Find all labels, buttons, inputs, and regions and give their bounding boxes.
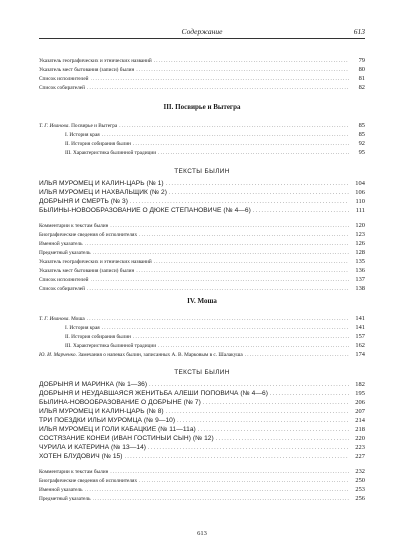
toc-entry[interactable]: II. История собирания былин . . . 92 [65, 140, 365, 147]
toc-entry-bylina[interactable]: БЫЛИНЫ-НОВООБРАЗОВАНИЕ О ДЮКЕ СТЕПАНОВИЧЕ (№ 4—6) . . . 111 [39, 207, 365, 215]
toc-entry[interactable]: Список исполнителей . . . 137 [39, 276, 365, 283]
toc-entry-bylina[interactable]: ЧУРИЛА И КАТЕРИНА (№ 13—14) . . . 223 [39, 444, 365, 452]
footer-page-number: 613 [197, 530, 207, 537]
toc-entry-bylina[interactable]: ДОБРЫНЯ И МАРИНКА (№ 1—36) . . . 182 [39, 381, 365, 389]
section-heading: IV. Моша [187, 297, 217, 305]
toc-entry[interactable]: Именной указатель . . . 126 [39, 240, 365, 247]
entry-author: Ю. И. Марченко. [39, 352, 77, 358]
toc-entry[interactable]: Список исполнителей . . . 81 [39, 75, 365, 82]
toc-entry[interactable]: Список собирателей . . . 82 [39, 84, 365, 91]
toc-entry-bylina[interactable]: ИЛЬЯ МУРОМЕЦ И ГОЛИ КАБАЦКИЕ (№ 11—11а) . . . 218 [39, 426, 365, 434]
toc-entry[interactable]: II. История собирания былин . . . 157 [65, 333, 365, 340]
toc-entry[interactable]: III. Характеристика былинной традиции . . . 162 [65, 342, 365, 349]
texts-heading: ТЕКСТЫ БЫЛИН [174, 369, 230, 376]
toc-entry[interactable]: Т. Г. Иванова. Посвирье и Вытегра . . . 85 [39, 122, 365, 129]
toc-entry[interactable]: Комментарии к текстам былин . . . 232 [39, 468, 365, 475]
toc-entry[interactable]: III. Характеристика былинной традиции . . . 95 [65, 149, 365, 156]
toc-entry[interactable]: Т. Г. Иванова. Моша . . . 141 [39, 315, 365, 322]
toc-entry[interactable]: Указатель географических и этнических названий . . . 135 [39, 258, 365, 265]
toc-entry-bylina[interactable]: ДОБРЫНЯ И СМЕРТЬ (№ 3) . . . 110 [39, 198, 365, 206]
toc-entry[interactable]: Комментарии к текстам былин . . . 120 [39, 222, 365, 229]
running-header-page-number: 613 [353, 27, 365, 36]
toc-entry[interactable]: Список собирателей . . . 138 [39, 285, 365, 292]
toc-entry-bylina[interactable]: ИЛЬЯ МУРОМЕЦ И КАЛИН-ЦАРЬ (№ 8) . . . 207 [39, 408, 365, 416]
entry-author: Т. Г. Иванова. [39, 123, 70, 129]
toc-entry-bylina[interactable]: ТРИ ПОЕЗДКИ ИЛЬИ МУРОМЦА (№ 9—10) . . . 214 [39, 417, 365, 425]
toc-entry[interactable]: Ю. И. Марченко. Замечания о напевах былин, записанных А. В. Марковым в с. Шалакуша . . . 174 [39, 351, 365, 358]
toc-entry[interactable]: Именной указатель . . . 253 [39, 486, 365, 493]
toc-entry-bylina[interactable]: ХОТЕН БЛУДОВИЧ (№ 15) . . . 227 [39, 453, 365, 461]
toc-entry[interactable]: I. История края . . . 85 [65, 131, 365, 138]
header-rule [39, 38, 365, 39]
toc-entry[interactable]: Предметный указатель . . . 128 [39, 249, 365, 256]
toc-entry[interactable]: Указатель мест бытования (записи) былин . . . 80 [39, 66, 365, 73]
toc-entry-bylina[interactable]: ДОБРЫНЯ И НЕУДАВШАЯСЯ ЖЕНИТЬБА АЛЕШИ ПОПОВИЧА (№ 4—6) . . . 195 [39, 390, 365, 398]
toc-entry[interactable]: Биографические сведения об исполнителях . . . 250 [39, 477, 365, 484]
toc-entry-bylina[interactable]: ИЛЬЯ МУРОМЕЦ И НАХВАЛЬЩИК (№ 2) . . . 106 [39, 189, 365, 197]
toc-entry[interactable]: I. История края . . . 141 [65, 324, 365, 331]
toc-entry[interactable]: Биографические сведения об исполнителях . . . 123 [39, 231, 365, 238]
toc-entry[interactable]: Указатель географических и этнических названий . . . 79 [39, 57, 365, 64]
section-heading: III. Посвирье и Вытегра [163, 103, 241, 111]
toc-entry[interactable]: Предметный указатель . . . 256 [39, 495, 365, 502]
toc-entry-bylina[interactable]: СОСТЯЗАНИЕ КОНЕЙ (ИВАН ГОСТИНЫЙ СЫН) (№ 12) . . . 220 [39, 435, 365, 443]
entry-author: Т. Г. Иванова. [39, 316, 70, 322]
toc-entry-bylina[interactable]: БЫЛИНА-НОВООБРАЗОВАНИЕ О ДОБРЫНЕ (№ 7) . . . 206 [39, 399, 365, 407]
toc-entry-bylina[interactable]: ИЛЬЯ МУРОМЕЦ И КАЛИН-ЦАРЬ (№ 1) . . . 104 [39, 180, 365, 188]
running-header-title: Содержание [181, 27, 223, 36]
toc-entry[interactable]: Указатель мест бытования (записи) былин . . . 136 [39, 267, 365, 274]
texts-heading: ТЕКСТЫ БЫЛИН [174, 168, 230, 175]
